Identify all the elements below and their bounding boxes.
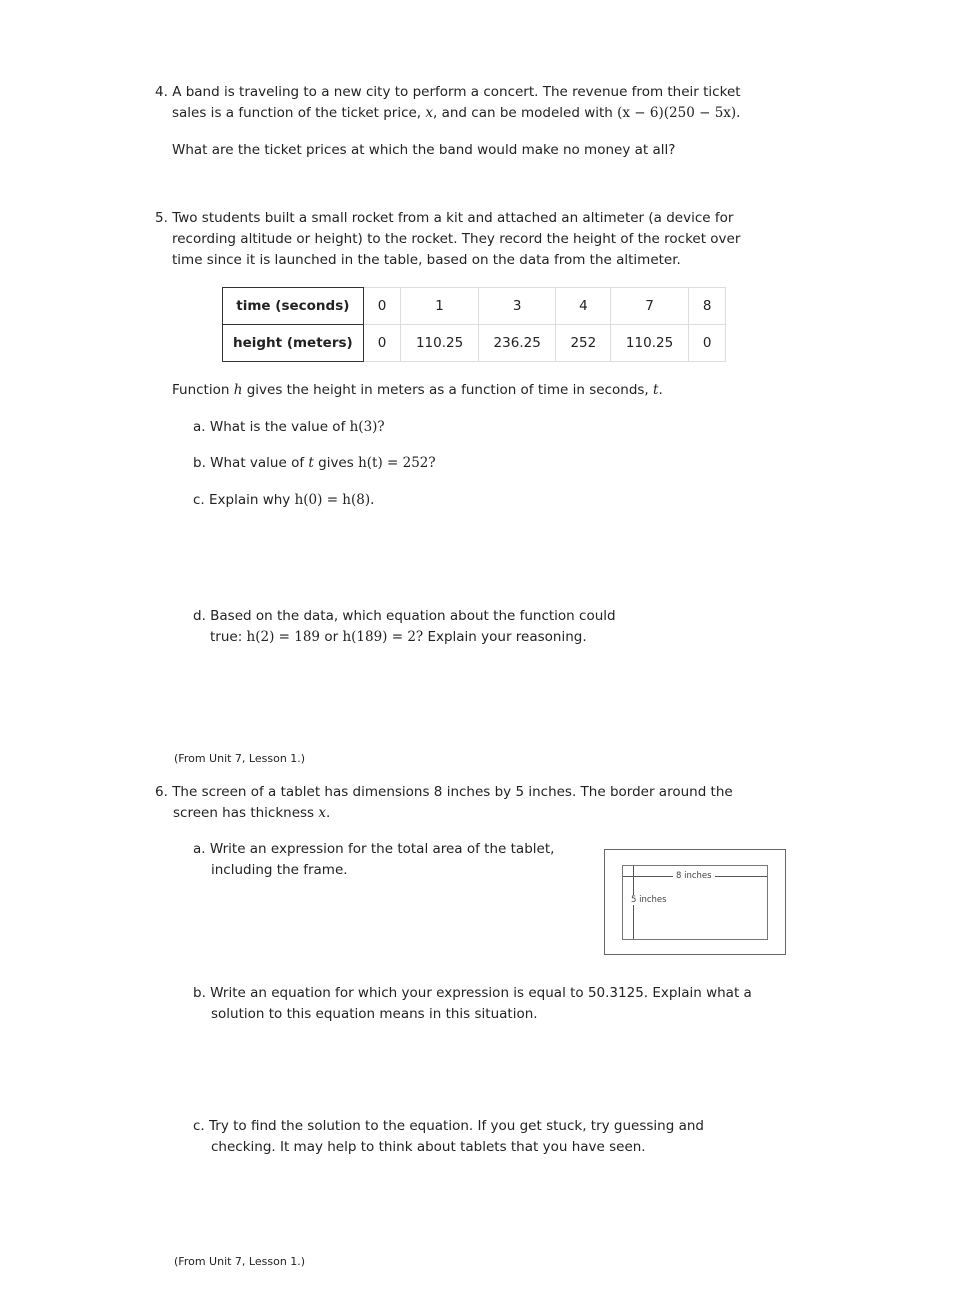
q4-question: What are the ticket prices at which the band would make no money at all? xyxy=(172,142,676,158)
question-5: 5. Two students built a small rocket from a kit and attached an altimeter (a device for recording altitude or height) to the rocket. They record the height of the rocket over time since it is launched in the table, based on the data from the altimeter. xyxy=(155,210,741,268)
function-description: Function h gives the height in meters as a function of time in seconds, t. xyxy=(172,382,663,398)
q6c: c. Try to find the solution to the equation. If you get stuck, try guessing and checking. It may help to think about tablets that you have seen. xyxy=(193,1118,704,1155)
q5-source: (From Unit 7, Lesson 1.) xyxy=(174,752,306,765)
q6b: b. Write an equation for which your expression is equal to 50.3125. Explain what a solution to this equation means in this situation. xyxy=(193,985,752,1022)
tablet-screen: 8 inches 5 inches xyxy=(622,865,768,940)
q5c: c. Explain why h(0) = h(8). xyxy=(193,492,375,508)
q5d: d. Based on the data, which equation about the function could true: h(2) = 189 or h(189) = 2? Explain your reasoning. xyxy=(193,608,616,645)
height-table xyxy=(222,287,726,362)
q5b: b. What value of t gives h(t) = 252? xyxy=(193,455,436,471)
tablet-diagram xyxy=(604,849,786,955)
table-row: time (seconds) 0 1 3 4 7 8 xyxy=(223,288,726,325)
q6-source: (From Unit 7, Lesson 1.) xyxy=(174,1255,306,1268)
q5a: a. What is the value of h(3)? xyxy=(193,419,385,435)
question-4: 4. A band is traveling to a new city to perform a concert. The revenue from their ticket sales is a function of the ticket price, x, and can be modeled with (x − 6)(250 − 5x). xyxy=(155,84,741,121)
question-6: 6. The screen of a tablet has dimensions 8 inches by 5 inches. The border around the screen has thickness x. xyxy=(155,784,733,821)
table-row: height (meters) 0 110.25 236.25 252 110.25 0 xyxy=(223,325,726,362)
q6a: a. Write an expression for the total area of the tablet, including the frame. xyxy=(193,841,555,878)
